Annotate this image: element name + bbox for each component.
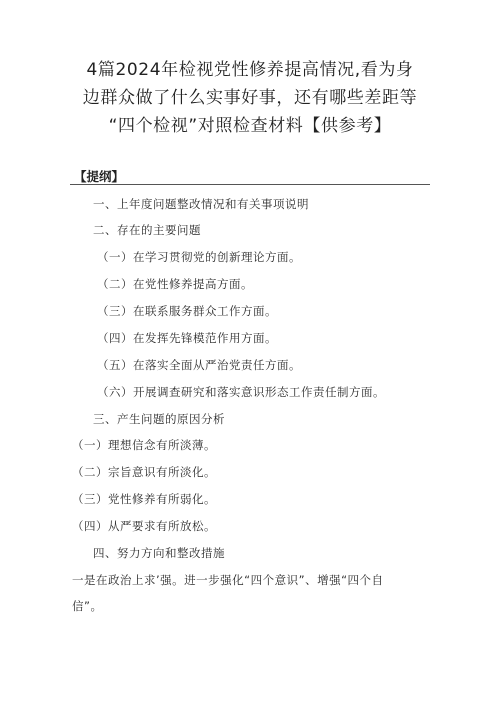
outline-item-14: 四、努力方向和整改措施	[93, 546, 225, 560]
outline-heading: 【提纲】	[74, 169, 125, 184]
outline-item-12: （三）党性修养有所弱化。	[72, 492, 216, 506]
outline-item-11: （二）宗旨意识有所淡化。	[72, 465, 216, 479]
paragraph-line-1: 一是在政治上求’强。进一步强化“四个意识”、增强“四个自	[72, 573, 384, 587]
outline-item-1: 一、上年度问题整改情况和有关事项说明	[93, 197, 309, 211]
outline-item-6: （四）在发挥先锋模范作用方面。	[97, 331, 277, 345]
outline-item-3: （一）在学习贯彻党的创新理论方面。	[97, 250, 301, 264]
outline-item-4: （二）在党性修养提高方面。	[97, 277, 253, 291]
document-title	[40, 56, 460, 140]
outline-item-8: （六）开展调查研究和落实意识形态工作责任制方面。	[97, 385, 385, 399]
title-line-2: 边群众做了什么实事好事，还有哪些差距等	[82, 88, 418, 108]
outline-item-5: （三）在联系服务群众工作方面。	[97, 304, 277, 318]
outline-item-9: 三、产生问题的原因分析	[93, 412, 225, 426]
paragraph-line-2: 信”。	[72, 599, 103, 613]
heading-divider	[70, 184, 430, 185]
outline-item-13: （四）从严要求有所放松。	[72, 519, 216, 533]
outline-item-7: （五）在落实全面从严治党责任方面。	[97, 358, 301, 372]
outline-item-10: （一）理想信念有所淡薄。	[72, 438, 216, 452]
outline-item-2: 二、存在的主要问题	[93, 223, 201, 237]
title-line-3: “四个检视”对照检查材料【供参考】	[108, 116, 392, 136]
title-line-1: 4篇2024年检视党性修养提高情况,看为身	[86, 60, 414, 80]
